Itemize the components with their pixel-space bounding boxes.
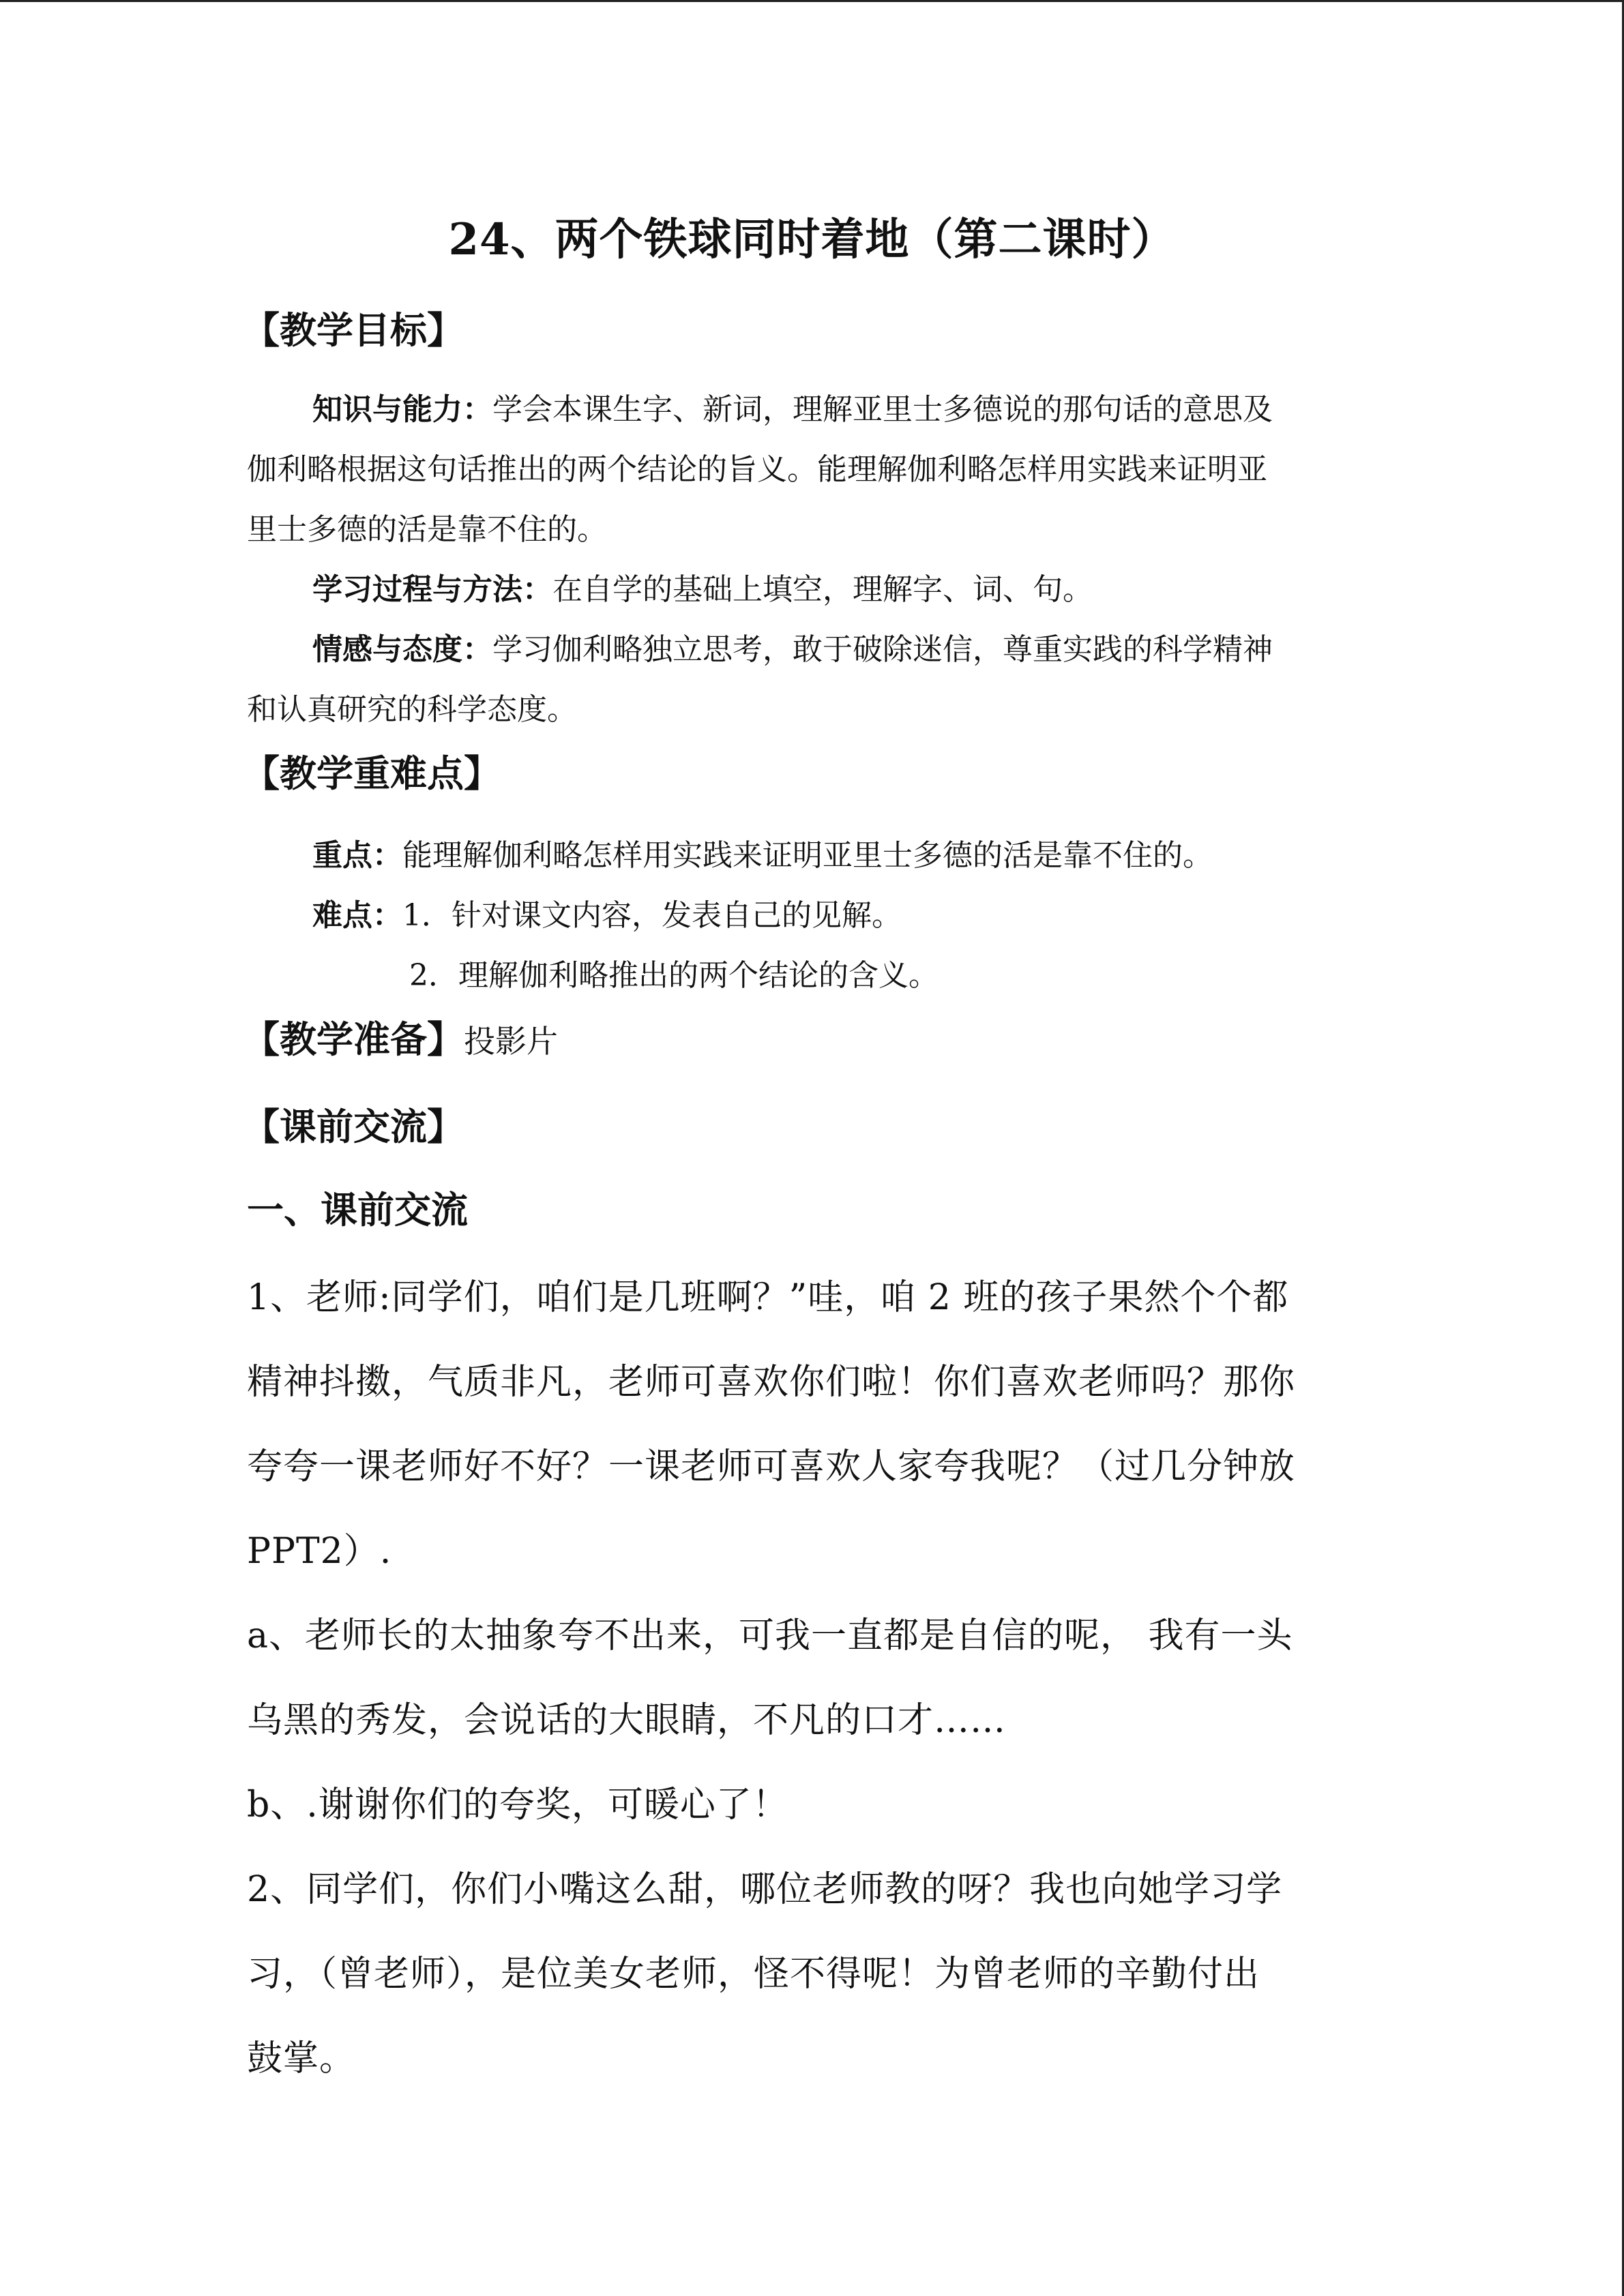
preparation-heading [243,1011,558,1063]
page-border-top [0,0,1624,2]
pre-class-heading: 【课前交流】 [243,1105,464,1148]
difficulty-label: 难点： [312,898,402,933]
preparation-text: 投影片 [464,1023,558,1060]
pre-class-line-3: 夸夸一课老师好不好？一课老师可喜欢人家夸我呢？（过几分钟放 [247,1446,1296,1487]
pre-class-line-5: a、老师长的太抽象夸不出来，可我一直都是自信的呢， 我有一头 [247,1615,1293,1656]
pre-class-section-title: 一、课前交流 [247,1188,468,1232]
focus-label: 重点： [312,838,402,873]
knowledge-paragraph-line-2: 伽利略根据这句话推出的两个结论的旨义。能理解伽利略怎样用实践来证明亚 [247,452,1267,487]
focus-paragraph [312,831,1213,874]
key-points-heading: 【教学重难点】 [243,751,501,795]
attitude-paragraph-line-1 [312,625,1273,668]
pre-class-line-10: 鼓掌。 [247,2038,356,2079]
difficulty-paragraph-1 [312,891,902,934]
attitude-paragraph-line-2: 和认真研究的科学态度。 [247,692,577,727]
pre-class-line-1: 1、老师:同学们，咱们是几班啊？”哇，咱 2 班的孩子果然个个都 [247,1277,1289,1318]
pre-class-line-2: 精神抖擞，气质非凡，老师可喜欢你们啦！你们喜欢老师吗？那你 [247,1362,1296,1403]
difficulty-paragraph-2: 2．理解伽利略推出的两个结论的含义。 [409,958,939,993]
difficulty-text-1: 1．针对课文内容，发表自己的见解。 [402,898,902,933]
focus-text: 能理解伽利略怎样用实践来证明亚里士多德的活是靠不住的。 [402,838,1213,873]
goals-heading: 【教学目标】 [243,308,464,352]
pre-class-line-6: 乌黑的秀发，会说话的大眼睛，不凡的口才…… [247,1700,1007,1741]
pre-class-line-8: 2、同学们，你们小嘴这么甜，哪位老师教的呀？我也向她学习学 [247,1869,1283,1910]
process-label: 学习过程与方法： [312,572,552,607]
knowledge-label: 知识与能力： [312,392,492,427]
document-title: 24、两个铁球同时着地（第二课时） [448,214,1176,265]
knowledge-text-1: 学会本课生字、新词，理解亚里士多德说的那句话的意思及 [492,392,1273,427]
attitude-label: 情感与态度： [312,632,492,667]
process-paragraph [312,565,1093,608]
pre-class-line-4: PPT2）. [247,1531,392,1572]
attitude-text-1: 学习伽利略独立思考，敢于破除迷信，尊重实践的科学精神 [492,632,1273,667]
preparation-label: 【教学准备】 [243,1017,464,1061]
knowledge-paragraph-line-3: 里士多德的活是靠不住的。 [247,512,607,547]
pre-class-line-9: 习，（曾老师），是位美女老师，怪不得呢！为曾老师的辛勤付出 [247,1954,1260,1995]
process-text: 在自学的基础上填空，理解字、词、句。 [552,572,1093,607]
knowledge-paragraph-line-1 [312,385,1273,428]
pre-class-line-7: b、.谢谢你们的夸奖，可暖心了！ [247,1785,788,1825]
